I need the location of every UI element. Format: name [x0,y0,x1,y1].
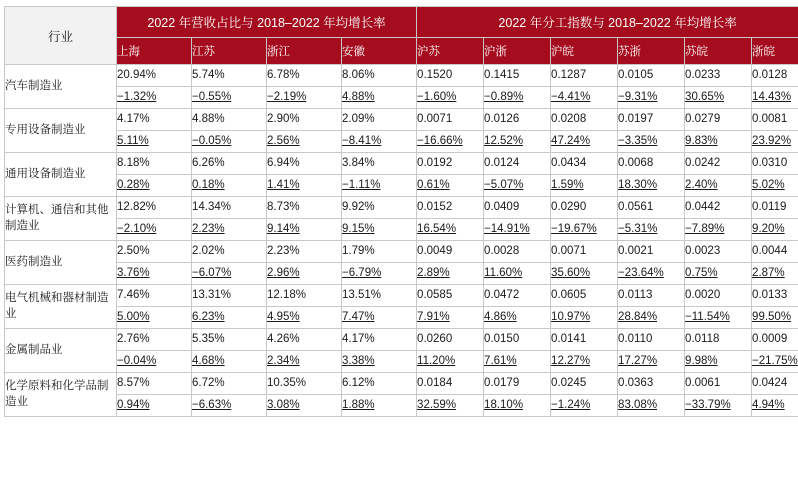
cell-growth: −16.66% [417,131,484,153]
industry-statistics-table [4,6,798,417]
cell-growth: 18.30% [618,175,685,197]
row-industry-label: 医药制造业 [5,241,117,285]
cell-index: 0.0009 [752,329,798,351]
cell-index: 0.0585 [417,285,484,307]
row-industry-label: 通用设备制造业 [5,153,117,197]
cell-growth: −9.31% [618,87,685,109]
table-row [5,241,798,263]
cell-index: 0.0068 [618,153,685,175]
header-col-jiangsu: 江苏 [192,38,267,65]
cell-share: 12.82% [117,197,192,219]
cell-index: 0.0023 [685,241,752,263]
cell-growth: 11.60% [484,263,551,285]
cell-share: 8.06% [342,65,417,87]
header-row-groups [5,7,798,38]
header-col-zhe-wan: 浙皖 [752,38,798,65]
table-row [5,65,798,87]
cell-growth: −6.63% [192,395,267,417]
cell-growth: −6.79% [342,263,417,285]
cell-growth: 9.14% [267,219,342,241]
cell-share: 8.57% [117,373,192,395]
cell-share: 2.02% [192,241,267,263]
row-industry-label: 专用设备制造业 [5,109,117,153]
cell-growth: 4.86% [484,307,551,329]
cell-index: 0.0133 [752,285,798,307]
cell-index: 0.0260 [417,329,484,351]
cell-index: 0.0242 [685,153,752,175]
cell-growth: 2.23% [192,219,267,241]
cell-index: 0.0021 [618,241,685,263]
cell-growth: 11.20% [417,351,484,373]
cell-index: 0.0028 [484,241,551,263]
cell-share: 9.92% [342,197,417,219]
cell-growth: −0.05% [192,131,267,153]
cell-growth: 0.94% [117,395,192,417]
cell-share: 2.90% [267,109,342,131]
cell-index: 0.0290 [551,197,618,219]
cell-growth: −6.07% [192,263,267,285]
header-col-zhejiang: 浙江 [267,38,342,65]
cell-index: 0.0409 [484,197,551,219]
cell-index: 0.0363 [618,373,685,395]
cell-index: 0.0113 [618,285,685,307]
cell-share: 2.09% [342,109,417,131]
cell-index: 0.0279 [685,109,752,131]
cell-growth: 7.47% [342,307,417,329]
cell-growth: −1.32% [117,87,192,109]
cell-growth: −1.11% [342,175,417,197]
cell-index: 0.0124 [484,153,551,175]
cell-index: 0.0071 [551,241,618,263]
cell-growth: 2.34% [267,351,342,373]
table-row [5,263,798,285]
cell-index: 0.0208 [551,109,618,131]
row-industry-label: 金属制品业 [5,329,117,373]
cell-share: 13.51% [342,285,417,307]
cell-growth: 47.24% [551,131,618,153]
table-row [5,285,798,307]
cell-share: 10.35% [267,373,342,395]
cell-share: 4.17% [342,329,417,351]
cell-growth: 4.68% [192,351,267,373]
cell-growth: 2.87% [752,263,798,285]
cell-growth: 2.40% [685,175,752,197]
cell-index: 0.0184 [417,373,484,395]
cell-growth: 5.11% [117,131,192,153]
cell-growth: −0.55% [192,87,267,109]
cell-index: 0.0561 [618,197,685,219]
cell-index: 0.0442 [685,197,752,219]
cell-share: 6.78% [267,65,342,87]
cell-growth: 1.59% [551,175,618,197]
cell-growth: −0.89% [484,87,551,109]
cell-growth: 23.92% [752,131,798,153]
cell-growth: 9.98% [685,351,752,373]
cell-growth: 5.02% [752,175,798,197]
cell-growth: 9.83% [685,131,752,153]
row-industry-label: 汽车制造业 [5,65,117,109]
cell-share: 1.79% [342,241,417,263]
cell-growth: 10.97% [551,307,618,329]
cell-growth: 6.23% [192,307,267,329]
table-header [5,7,798,65]
cell-growth: −14.91% [484,219,551,241]
cell-growth: 7.61% [484,351,551,373]
cell-growth: −1.60% [417,87,484,109]
cell-share: 14.34% [192,197,267,219]
cell-growth: 3.76% [117,263,192,285]
table-body [5,65,798,417]
table-row [5,395,798,417]
cell-index: 0.0472 [484,285,551,307]
cell-growth: 1.88% [342,395,417,417]
cell-share: 2.23% [267,241,342,263]
cell-growth: −5.31% [618,219,685,241]
cell-share: 6.72% [192,373,267,395]
cell-growth: 32.59% [417,395,484,417]
cell-growth: −33.79% [685,395,752,417]
cell-growth: 0.75% [685,263,752,285]
cell-growth: 17.27% [618,351,685,373]
cell-share: 20.94% [117,65,192,87]
cell-growth: −7.89% [685,219,752,241]
cell-share: 4.88% [192,109,267,131]
cell-index: 0.0044 [752,241,798,263]
cell-share: 8.18% [117,153,192,175]
cell-index: 0.0020 [685,285,752,307]
cell-index: 0.0245 [551,373,618,395]
cell-index: 0.0434 [551,153,618,175]
header-col-su-zhe: 苏浙 [618,38,685,65]
cell-share: 5.74% [192,65,267,87]
cell-index: 0.0061 [685,373,752,395]
cell-share: 12.18% [267,285,342,307]
cell-growth: −1.24% [551,395,618,417]
cell-growth: 9.15% [342,219,417,241]
cell-growth: 5.00% [117,307,192,329]
cell-share: 2.76% [117,329,192,351]
cell-index: 0.0071 [417,109,484,131]
cell-growth: 83.08% [618,395,685,417]
header-group-division: 2022 年分工指数与 2018–2022 年均增长率 [417,7,798,38]
cell-index: 0.0081 [752,109,798,131]
cell-growth: 4.95% [267,307,342,329]
cell-growth: 7.91% [417,307,484,329]
row-industry-label: 化学原料和化学品制造业 [5,373,117,417]
cell-share: 4.26% [267,329,342,351]
header-group-share: 2022 年营收占比与 2018–2022 年均增长率 [117,7,417,38]
cell-growth: −4.41% [551,87,618,109]
table-row [5,87,798,109]
cell-index: 0.0233 [685,65,752,87]
cell-growth: 3.38% [342,351,417,373]
cell-growth: −0.04% [117,351,192,373]
cell-growth: −21.75% [752,351,798,373]
cell-growth: −5.07% [484,175,551,197]
cell-index: 0.0192 [417,153,484,175]
header-row-columns [5,38,798,65]
cell-growth: 12.27% [551,351,618,373]
cell-growth: 4.94% [752,395,798,417]
cell-index: 0.0110 [618,329,685,351]
cell-index: 0.0049 [417,241,484,263]
cell-share: 8.73% [267,197,342,219]
table-row [5,131,798,153]
table-row [5,197,798,219]
cell-growth: 35.60% [551,263,618,285]
cell-share: 6.26% [192,153,267,175]
cell-index: 0.0197 [618,109,685,131]
table-row [5,109,798,131]
cell-growth: 28.84% [618,307,685,329]
header-col-hu-wan: 沪皖 [551,38,618,65]
header-col-hu-su: 沪苏 [417,38,484,65]
cell-share: 2.50% [117,241,192,263]
table-row [5,373,798,395]
cell-share: 5.35% [192,329,267,351]
cell-share: 3.84% [342,153,417,175]
cell-growth: −19.67% [551,219,618,241]
table-row [5,329,798,351]
cell-growth: −2.10% [117,219,192,241]
cell-growth: 2.56% [267,131,342,153]
table-row [5,153,798,175]
cell-growth: 9.20% [752,219,798,241]
cell-share: 7.46% [117,285,192,307]
cell-growth: 0.61% [417,175,484,197]
cell-growth: 30.65% [685,87,752,109]
cell-index: 0.0179 [484,373,551,395]
header-col-su-wan: 苏皖 [685,38,752,65]
table-row [5,219,798,241]
cell-index: 0.0119 [752,197,798,219]
cell-growth: 3.08% [267,395,342,417]
cell-growth: 1.41% [267,175,342,197]
cell-index: 0.0310 [752,153,798,175]
cell-growth: 12.52% [484,131,551,153]
cell-share: 4.17% [117,109,192,131]
cell-share: 6.94% [267,153,342,175]
cell-index: 0.0150 [484,329,551,351]
cell-growth: 16.54% [417,219,484,241]
cell-growth: 2.96% [267,263,342,285]
cell-growth: −2.19% [267,87,342,109]
row-industry-label: 计算机、通信和其他制造业 [5,197,117,241]
cell-growth: −23.64% [618,263,685,285]
table-row [5,351,798,373]
cell-growth: 0.18% [192,175,267,197]
cell-growth: −8.41% [342,131,417,153]
cell-index: 0.0105 [618,65,685,87]
cell-index: 0.1287 [551,65,618,87]
cell-index: 0.1520 [417,65,484,87]
cell-share: 6.12% [342,373,417,395]
cell-growth: 4.88% [342,87,417,109]
cell-share: 13.31% [192,285,267,307]
cell-growth: 14.43% [752,87,798,109]
cell-index: 0.0152 [417,197,484,219]
header-col-anhui: 安徽 [342,38,417,65]
cell-index: 0.1415 [484,65,551,87]
cell-index: 0.0141 [551,329,618,351]
cell-index: 0.0424 [752,373,798,395]
cell-index: 0.0605 [551,285,618,307]
table-row [5,307,798,329]
row-industry-label: 电气机械和器材制造业 [5,285,117,329]
cell-index: 0.0118 [685,329,752,351]
cell-growth: −3.35% [618,131,685,153]
cell-growth: 0.28% [117,175,192,197]
cell-growth: 99.50% [752,307,798,329]
header-industry: 行业 [5,7,117,65]
cell-index: 0.0128 [752,65,798,87]
header-col-hu-zhe: 沪浙 [484,38,551,65]
cell-growth: 18.10% [484,395,551,417]
header-col-shanghai: 上海 [117,38,192,65]
cell-index: 0.0126 [484,109,551,131]
cell-growth: 2.89% [417,263,484,285]
cell-growth: −11.54% [685,307,752,329]
table-row [5,175,798,197]
